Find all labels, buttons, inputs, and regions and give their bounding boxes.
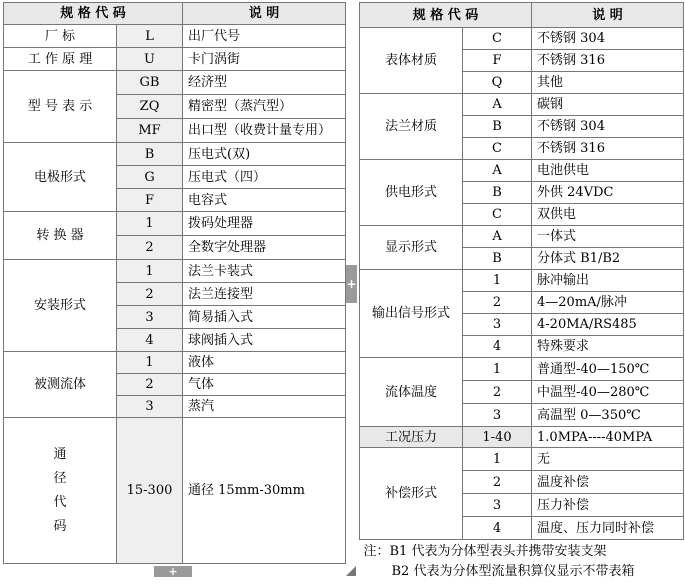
code-cell: 2: [463, 381, 532, 404]
code-cell: 1: [463, 448, 532, 471]
code-cell: 1-40: [463, 427, 532, 448]
desc-cell: 无: [532, 448, 684, 471]
code-cell: A: [463, 160, 532, 182]
group-name: 显示形式: [360, 226, 463, 270]
desc-cell: 蒸汽: [183, 396, 346, 418]
desc-cell: 不锈钢 304: [532, 28, 684, 50]
table-row: [4, 212, 346, 236]
desc-cell: 脉冲输出: [532, 270, 684, 292]
code-cell: Q: [463, 72, 532, 94]
table-row: [360, 448, 684, 471]
code-cell: L: [117, 25, 183, 48]
header-desc: 说 明: [532, 3, 684, 28]
code-cell: 1: [463, 358, 532, 381]
desc-cell: 4—20mA/脉冲: [532, 292, 684, 314]
code-cell: C: [463, 204, 532, 226]
resize-handle[interactable]: +: [154, 566, 192, 577]
desc-cell: 出厂代号: [183, 25, 346, 48]
desc-cell: 全数字处理器: [183, 236, 346, 260]
code-cell: 4: [117, 329, 183, 352]
desc-cell: 不锈钢 316: [532, 50, 684, 72]
header-desc: 说 明: [183, 3, 346, 25]
code-cell: 1: [117, 260, 183, 283]
table-row: [360, 94, 684, 116]
code-cell: B: [463, 182, 532, 204]
desc-cell: 通径 15mm-30mm: [183, 418, 346, 564]
code-cell: 1: [117, 352, 183, 374]
desc-cell: 碳钢: [532, 94, 684, 116]
desc-cell: 出口型（收费计量专用）: [183, 119, 346, 143]
group-name: 被测流体: [4, 352, 117, 418]
desc-cell: 特殊要求: [532, 336, 684, 358]
table-row: [4, 25, 346, 48]
note-line-1: 注：B1 代表为分体型表头并携带安装支架: [363, 544, 607, 559]
desc-cell: 其他: [532, 72, 684, 94]
code-cell: 3: [463, 494, 532, 517]
header-code: 规 格 代 码: [360, 3, 532, 28]
desc-cell: 普通型-40—150℃: [532, 358, 684, 381]
code-cell: 4: [463, 517, 532, 540]
table-row: [360, 160, 684, 182]
desc-cell: 电池供电: [532, 160, 684, 182]
group-name: 型 号 表 示: [4, 71, 117, 143]
table-row: [360, 270, 684, 292]
table-row: [360, 427, 684, 448]
desc-cell: 法兰卡装式: [183, 260, 346, 283]
desc-cell: 双供电: [532, 204, 684, 226]
code-cell: 3: [117, 306, 183, 329]
table-row: [4, 143, 346, 166]
group-name: 补偿形式: [360, 448, 463, 540]
group-name: 转 换 器: [4, 212, 117, 260]
code-cell: F: [117, 189, 183, 212]
group-name: 安装形式: [4, 260, 117, 352]
code-cell: U: [117, 48, 183, 71]
code-cell: A: [463, 94, 532, 116]
table-row: [4, 352, 346, 374]
resize-grip-icon[interactable]: [346, 566, 356, 576]
desc-cell: 中温型-40—280℃: [532, 381, 684, 404]
group-name: 电极形式: [4, 143, 117, 212]
desc-cell: 高温型 0—350℃: [532, 404, 684, 427]
group-name: 输出信号形式: [360, 270, 463, 358]
code-cell: 2: [117, 374, 183, 396]
notes-row: [360, 540, 684, 583]
spec-table-right: [359, 2, 684, 582]
desc-cell: 温度、压力同时补偿: [532, 517, 684, 540]
code-cell: G: [117, 166, 183, 189]
table-row: [4, 71, 346, 95]
code-cell: 3: [463, 314, 532, 336]
group-name: 厂 标: [4, 25, 117, 48]
code-cell: A: [463, 226, 532, 248]
group-name: 工 作 原 理: [4, 48, 117, 71]
code-cell: 2: [117, 236, 183, 260]
notes: [360, 540, 684, 583]
code-cell: C: [463, 28, 532, 50]
desc-cell: 液体: [183, 352, 346, 374]
desc-cell: 气体: [183, 374, 346, 396]
group-name: 法兰材质: [360, 94, 463, 160]
desc-cell: 拨码处理器: [183, 212, 346, 236]
desc-cell: 精密型（蒸汽型）: [183, 95, 346, 119]
name-line: 代: [53, 494, 67, 510]
code-cell: 1: [117, 212, 183, 236]
desc-cell: 4-20MA/RS485: [532, 314, 684, 336]
code-cell: 2: [463, 471, 532, 494]
desc-cell: 简易插入式: [183, 306, 346, 329]
code-cell: C: [463, 138, 532, 160]
desc-cell: 卡门涡街: [183, 48, 346, 71]
table-row: [4, 260, 346, 283]
desc-cell: 法兰连接型: [183, 283, 346, 306]
code-cell: 2: [463, 292, 532, 314]
code-cell: 3: [117, 396, 183, 418]
table-row: [360, 226, 684, 248]
desc-cell: 压力补偿: [532, 494, 684, 517]
desc-cell: 电容式: [183, 189, 346, 212]
table-header: [4, 3, 346, 25]
name-line: 径: [53, 470, 67, 486]
code-cell: GB: [117, 71, 183, 95]
spec-table-left: [3, 2, 346, 564]
code-cell: MF: [117, 119, 183, 143]
desc-cell: 经济型: [183, 71, 346, 95]
name-line: 通: [53, 446, 67, 462]
code-cell: 3: [463, 404, 532, 427]
note-line-2: B2 代表为分体型流量积算仪显示不带表箱: [391, 564, 635, 579]
table-row: [360, 28, 684, 50]
name-line: 码: [53, 518, 67, 534]
code-cell: F: [463, 50, 532, 72]
desc-cell: 外供 24VDC: [532, 182, 684, 204]
code-cell: 15-300: [117, 418, 183, 564]
desc-cell: 压电式（四）: [183, 166, 346, 189]
desc-cell: 不锈钢 304: [532, 116, 684, 138]
header-code: 规 格 代 码: [4, 3, 183, 25]
desc-cell: 分体式 B1/B2: [532, 248, 684, 270]
table-row: [4, 418, 346, 564]
desc-cell: 1.0MPA----40MPA: [532, 427, 684, 448]
table-row: [360, 358, 684, 381]
code-cell: 1: [463, 270, 532, 292]
group-name: 表体材质: [360, 28, 463, 94]
code-cell: ZQ: [117, 95, 183, 119]
group-name: 流体温度: [360, 358, 463, 427]
desc-cell: 温度补偿: [532, 471, 684, 494]
code-cell: B: [117, 143, 183, 166]
code-cell: B: [463, 248, 532, 270]
group-name: 工况压力: [360, 427, 463, 448]
splitter-handle[interactable]: +: [346, 265, 357, 303]
table-row: [4, 48, 346, 71]
desc-cell: 一体式: [532, 226, 684, 248]
group-name-vertical: [4, 418, 117, 564]
desc-cell: 球阀插入式: [183, 329, 346, 352]
code-cell: 2: [117, 283, 183, 306]
code-cell: B: [463, 116, 532, 138]
group-name: 供电形式: [360, 160, 463, 226]
desc-cell: 不锈钢 316: [532, 138, 684, 160]
table-header: [360, 3, 684, 28]
desc-cell: 压电式(双): [183, 143, 346, 166]
code-cell: 4: [463, 336, 532, 358]
